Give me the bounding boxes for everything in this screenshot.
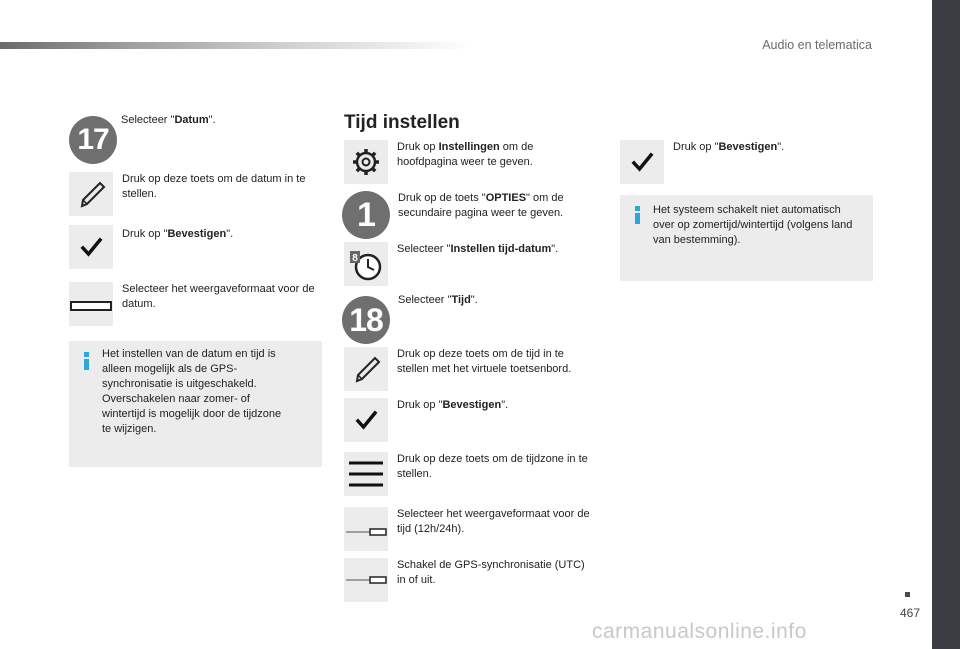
header-gradient-bar	[0, 42, 470, 49]
step-text: Druk op deze toets om de tijd in te stellen met het virtuele toetsenbord.	[397, 348, 572, 375]
checkmark-icon	[69, 225, 113, 269]
step-badge-18: 18	[342, 296, 390, 344]
step-text: Druk op deze toets om de datum in te stellen.	[122, 173, 306, 200]
step-text: Druk op Instellingen om de hoofdpagina weer te geven.	[397, 141, 534, 168]
step-confirm-final	[620, 140, 784, 184]
toggle-switch-icon	[344, 507, 388, 551]
info-text: Het systeem schakelt niet automatisch over op zomertijd/wintertijd (volgens land van bestemming).	[653, 204, 853, 246]
step-text: Druk op "Bevestigen".	[122, 228, 234, 240]
step-edit-time	[344, 347, 592, 391]
page-number: 467	[899, 606, 920, 620]
step-text: Selecteer het weergaveformaat voor de tijd (12h/24h).	[397, 508, 590, 535]
step-text: Selecteer het weergaveformaat voor de datum.	[122, 283, 315, 310]
section-title: Audio en telematica	[762, 38, 872, 52]
menu-lines-icon	[344, 452, 388, 496]
step-open-settings	[344, 140, 577, 184]
info-icon	[635, 206, 641, 224]
pencil-icon	[344, 347, 388, 391]
checkmark-icon	[620, 140, 664, 184]
page-marker	[905, 592, 910, 597]
settings-icon-label: 8	[352, 253, 358, 264]
step-text: Druk op deze toets om de tijdzone in te stellen.	[397, 453, 588, 480]
toggle-switch-icon	[344, 558, 388, 602]
step-text: Selecteer "Tijd".	[398, 294, 478, 306]
step-text: Selecteer "Instellen tijd-datum".	[397, 243, 559, 255]
format-toggle-icon	[69, 282, 113, 326]
page-edge-tab	[932, 0, 960, 649]
pencil-icon	[69, 172, 113, 216]
info-note-dst	[620, 195, 873, 281]
step-options	[342, 191, 588, 239]
step-text: Druk op de toets "OPTIES" om de secundaire pagina weer te geven.	[398, 192, 564, 219]
gear-icon	[344, 140, 388, 184]
step-confirm-time	[344, 398, 508, 442]
step-confirm-date	[69, 225, 233, 269]
info-note-date	[69, 341, 322, 467]
step-text: Druk op "Bevestigen".	[673, 141, 785, 153]
step-select-date	[69, 114, 216, 164]
checkmark-icon	[344, 398, 388, 442]
watermark: carmanualsonline.info	[592, 620, 807, 643]
step-gps-sync	[344, 558, 587, 602]
step-time-date-settings	[344, 242, 558, 286]
step-badge-17: 17	[69, 116, 117, 164]
step-time-format	[344, 507, 597, 551]
section-heading: Tijd instellen	[344, 112, 460, 133]
step-date-format	[69, 282, 322, 326]
step-timezone	[344, 452, 597, 496]
step-badge-1: 1	[342, 191, 390, 239]
clock-icon	[344, 242, 388, 286]
step-text: Schakel de GPS-synchronisatie (UTC) in of uit.	[397, 559, 585, 586]
step-edit-date	[69, 172, 312, 216]
step-text: Druk op "Bevestigen".	[397, 399, 509, 411]
step-select-time	[342, 296, 478, 344]
info-text: Het instellen van de datum en tijd is alleen mogelijk als de GPS-synchronisatie is uitgeschakeld. Overschakelen naar zomer- of wintertijd is mogelijk door de tijdzone te wijzigen.	[102, 348, 282, 435]
info-icon	[84, 352, 90, 370]
step-text: Selecteer "Datum".	[121, 114, 216, 126]
